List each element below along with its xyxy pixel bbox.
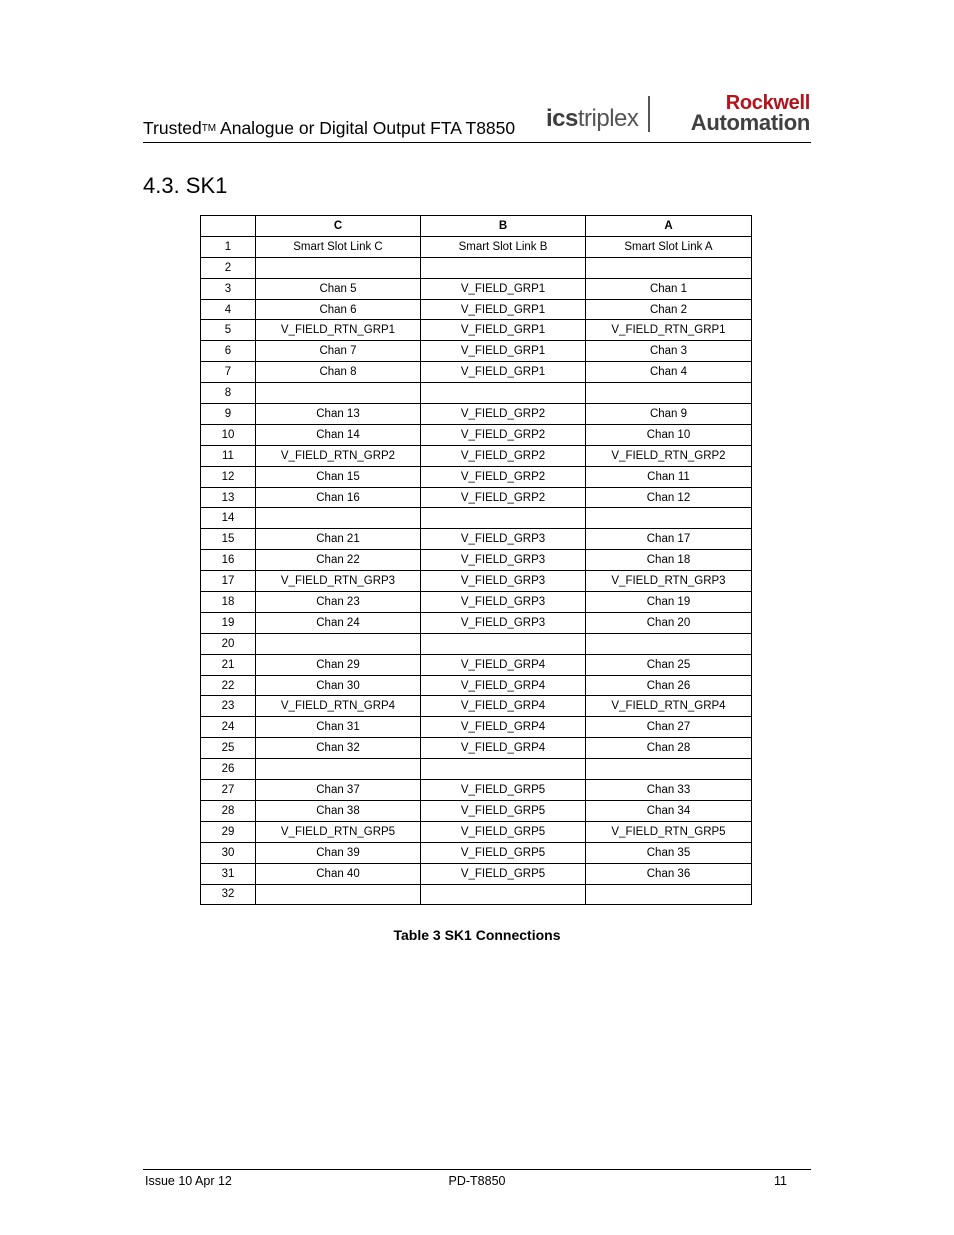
b-cell: Smart Slot Link B <box>421 236 586 257</box>
c-cell: Chan 30 <box>256 675 421 696</box>
table-row <box>201 571 752 592</box>
c-cell: Chan 8 <box>256 362 421 383</box>
b-cell: V_FIELD_GRP2 <box>421 424 586 445</box>
b-cell: V_FIELD_GRP1 <box>421 362 586 383</box>
table-row <box>201 612 752 633</box>
b-cell: V_FIELD_GRP4 <box>421 675 586 696</box>
pin-cell: 24 <box>201 717 256 738</box>
c-cell: Chan 31 <box>256 717 421 738</box>
table-row <box>201 236 752 257</box>
title-text: Trusted <box>143 118 202 138</box>
a-cell: Chan 20 <box>586 612 752 633</box>
c-cell: Chan 6 <box>256 299 421 320</box>
a-cell <box>586 759 752 780</box>
b-cell: V_FIELD_GRP5 <box>421 863 586 884</box>
c-cell: Smart Slot Link C <box>256 236 421 257</box>
pin-cell: 4 <box>201 299 256 320</box>
c-cell: V_FIELD_RTN_GRP5 <box>256 821 421 842</box>
pin-cell: 17 <box>201 571 256 592</box>
a-cell: Chan 27 <box>586 717 752 738</box>
pin-cell: 19 <box>201 612 256 633</box>
table-row <box>201 633 752 654</box>
pin-cell: 14 <box>201 508 256 529</box>
b-cell: V_FIELD_GRP1 <box>421 341 586 362</box>
a-cell: Chan 1 <box>586 278 752 299</box>
b-cell: V_FIELD_GRP2 <box>421 466 586 487</box>
table-row <box>201 424 752 445</box>
pin-cell: 16 <box>201 550 256 571</box>
table-row <box>201 487 752 508</box>
a-cell: Chan 25 <box>586 654 752 675</box>
b-cell: V_FIELD_GRP1 <box>421 299 586 320</box>
header-cell-a: A <box>586 216 752 237</box>
trademark-mark: TM <box>201 123 217 134</box>
a-cell: Chan 19 <box>586 592 752 613</box>
table-row <box>201 299 752 320</box>
c-cell: Chan 29 <box>256 654 421 675</box>
a-cell: Chan 4 <box>586 362 752 383</box>
table-row <box>201 654 752 675</box>
b-cell <box>421 257 586 278</box>
document-title <box>143 118 515 139</box>
pin-cell: 31 <box>201 863 256 884</box>
b-cell: V_FIELD_GRP2 <box>421 445 586 466</box>
b-cell: V_FIELD_GRP4 <box>421 738 586 759</box>
pin-cell: 1 <box>201 236 256 257</box>
pin-cell: 28 <box>201 800 256 821</box>
c-cell: Chan 40 <box>256 863 421 884</box>
table-row <box>201 508 752 529</box>
a-cell: Chan 2 <box>586 299 752 320</box>
b-cell <box>421 884 586 905</box>
b-cell <box>421 759 586 780</box>
b-cell: V_FIELD_GRP2 <box>421 487 586 508</box>
table-body <box>201 236 752 905</box>
b-cell: V_FIELD_GRP4 <box>421 654 586 675</box>
pin-cell: 12 <box>201 466 256 487</box>
pin-cell: 18 <box>201 592 256 613</box>
b-cell: V_FIELD_GRP3 <box>421 612 586 633</box>
b-cell: V_FIELD_GRP1 <box>421 278 586 299</box>
pin-cell: 9 <box>201 404 256 425</box>
c-cell: Chan 39 <box>256 842 421 863</box>
pin-cell: 8 <box>201 383 256 404</box>
table-row <box>201 780 752 801</box>
b-cell: V_FIELD_GRP1 <box>421 320 586 341</box>
table-row <box>201 800 752 821</box>
page-header <box>143 92 811 143</box>
table-row <box>201 383 752 404</box>
table-row <box>201 696 752 717</box>
a-cell: V_FIELD_RTN_GRP4 <box>586 696 752 717</box>
pin-cell: 13 <box>201 487 256 508</box>
c-cell: Chan 23 <box>256 592 421 613</box>
pin-cell: 20 <box>201 633 256 654</box>
b-cell: V_FIELD_GRP5 <box>421 800 586 821</box>
b-cell: V_FIELD_GRP3 <box>421 571 586 592</box>
c-cell <box>256 508 421 529</box>
c-cell: Chan 37 <box>256 780 421 801</box>
pin-cell: 27 <box>201 780 256 801</box>
b-cell <box>421 508 586 529</box>
pin-cell: 5 <box>201 320 256 341</box>
header-cell-pin <box>201 216 256 237</box>
b-cell: V_FIELD_GRP5 <box>421 821 586 842</box>
table-row <box>201 278 752 299</box>
a-cell: Chan 18 <box>586 550 752 571</box>
rockwell-automation-logo <box>660 93 810 133</box>
a-cell: V_FIELD_RTN_GRP1 <box>586 320 752 341</box>
section-heading: 4.3. SK1 <box>143 173 228 198</box>
page-footer <box>143 1169 811 1188</box>
c-cell: V_FIELD_RTN_GRP2 <box>256 445 421 466</box>
pin-cell: 29 <box>201 821 256 842</box>
a-cell <box>586 633 752 654</box>
pin-cell: 23 <box>201 696 256 717</box>
pin-cell: 32 <box>201 884 256 905</box>
c-cell: Chan 24 <box>256 612 421 633</box>
a-cell: Chan 33 <box>586 780 752 801</box>
c-cell: Chan 14 <box>256 424 421 445</box>
ics-logo-light: triplex <box>577 105 639 132</box>
c-cell: Chan 21 <box>256 529 421 550</box>
a-cell: Chan 11 <box>586 466 752 487</box>
pin-cell: 11 <box>201 445 256 466</box>
table-row <box>201 341 752 362</box>
rockwell-logo-line1: Rockwell <box>725 92 810 114</box>
c-cell <box>256 383 421 404</box>
table-row <box>201 821 752 842</box>
pin-cell: 22 <box>201 675 256 696</box>
c-cell: Chan 7 <box>256 341 421 362</box>
a-cell: Chan 28 <box>586 738 752 759</box>
pin-cell: 6 <box>201 341 256 362</box>
b-cell: V_FIELD_GRP3 <box>421 529 586 550</box>
pin-cell: 30 <box>201 842 256 863</box>
table-caption: Table 3 SK1 Connections <box>393 927 561 943</box>
table-row <box>201 675 752 696</box>
logo-divider <box>648 96 650 132</box>
table-row <box>201 404 752 425</box>
table-row <box>201 842 752 863</box>
a-cell: Chan 26 <box>586 675 752 696</box>
c-cell: Chan 15 <box>256 466 421 487</box>
pin-cell: 26 <box>201 759 256 780</box>
a-cell: Chan 36 <box>586 863 752 884</box>
c-cell <box>256 257 421 278</box>
c-cell <box>256 759 421 780</box>
a-cell: Chan 3 <box>586 341 752 362</box>
sk1-connections-table <box>200 215 752 905</box>
ics-triplex-logo <box>546 105 638 133</box>
a-cell: Chan 9 <box>586 404 752 425</box>
footer-issue: Issue 10 Apr 12 <box>145 1174 232 1188</box>
c-cell: V_FIELD_RTN_GRP4 <box>256 696 421 717</box>
c-cell: Chan 16 <box>256 487 421 508</box>
table-row <box>201 320 752 341</box>
b-cell <box>421 633 586 654</box>
table-row <box>201 257 752 278</box>
table-header-row <box>201 216 752 237</box>
pin-cell: 25 <box>201 738 256 759</box>
pin-cell: 7 <box>201 362 256 383</box>
c-cell: Chan 22 <box>256 550 421 571</box>
table-row <box>201 529 752 550</box>
footer-page-number: 11 <box>774 1174 787 1188</box>
title-rest-text: Analogue or Digital Output FTA T8850 <box>216 118 516 138</box>
c-cell: V_FIELD_RTN_GRP1 <box>256 320 421 341</box>
a-cell <box>586 257 752 278</box>
a-cell: Chan 35 <box>586 842 752 863</box>
c-cell: V_FIELD_RTN_GRP3 <box>256 571 421 592</box>
ics-logo-bold: ics <box>546 105 578 132</box>
table-row <box>201 550 752 571</box>
table-row <box>201 884 752 905</box>
pin-cell: 2 <box>201 257 256 278</box>
a-cell <box>586 383 752 404</box>
a-cell: V_FIELD_RTN_GRP2 <box>586 445 752 466</box>
table-row <box>201 466 752 487</box>
c-cell: Chan 5 <box>256 278 421 299</box>
rockwell-logo-line2: Automation <box>690 110 810 135</box>
b-cell: V_FIELD_GRP5 <box>421 842 586 863</box>
b-cell: V_FIELD_GRP4 <box>421 717 586 738</box>
header-cell-c: C <box>256 216 421 237</box>
a-cell: Chan 12 <box>586 487 752 508</box>
c-cell: Chan 32 <box>256 738 421 759</box>
a-cell: V_FIELD_RTN_GRP3 <box>586 571 752 592</box>
c-cell: Chan 13 <box>256 404 421 425</box>
a-cell: Chan 10 <box>586 424 752 445</box>
pin-cell: 15 <box>201 529 256 550</box>
c-cell <box>256 884 421 905</box>
c-cell <box>256 633 421 654</box>
table-row <box>201 717 752 738</box>
b-cell: V_FIELD_GRP5 <box>421 780 586 801</box>
table-row <box>201 362 752 383</box>
table-row <box>201 738 752 759</box>
pin-cell: 21 <box>201 654 256 675</box>
table-row <box>201 445 752 466</box>
footer-doc-id: PD-T8850 <box>448 1174 506 1188</box>
a-cell: Smart Slot Link A <box>586 236 752 257</box>
table-row <box>201 863 752 884</box>
a-cell: Chan 34 <box>586 800 752 821</box>
b-cell: V_FIELD_GRP4 <box>421 696 586 717</box>
a-cell <box>586 508 752 529</box>
b-cell <box>421 383 586 404</box>
b-cell: V_FIELD_GRP3 <box>421 550 586 571</box>
b-cell: V_FIELD_GRP3 <box>421 592 586 613</box>
table-row <box>201 759 752 780</box>
a-cell <box>586 884 752 905</box>
pin-cell: 10 <box>201 424 256 445</box>
a-cell: Chan 17 <box>586 529 752 550</box>
b-cell: V_FIELD_GRP2 <box>421 404 586 425</box>
header-cell-b: B <box>421 216 586 237</box>
c-cell: Chan 38 <box>256 800 421 821</box>
a-cell: V_FIELD_RTN_GRP5 <box>586 821 752 842</box>
table-row <box>201 592 752 613</box>
pin-cell: 3 <box>201 278 256 299</box>
